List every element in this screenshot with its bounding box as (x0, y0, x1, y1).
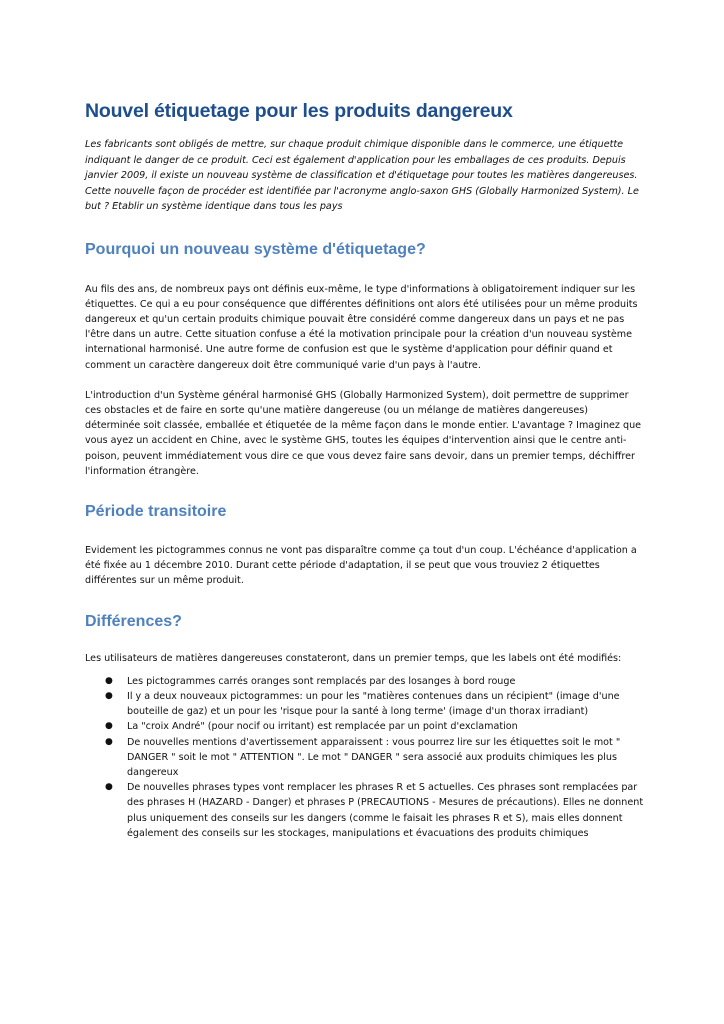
paragraph: Au fils des ans, de nombreux pays ont définis eux-même, le type d'informations à obligatoirement indiquer sur les étiquettes. Ce qui a eu pour conséquence que différentes définitions ont alors été utilisées pour un même produits dangereux et qu'un certain produits chimique pouvait être considéré comme dangereux dans un pays et ne pas l'être dans un autre. Cette situation confuse a été la motivation principale pour la création d'un nouveau système international harmonisé. Une autre forme de confusion est que le système d'application pour définir quand et comment un caractère dangereux doit être communiqué varie d'un pays à l'autre. (85, 283, 638, 371)
list-item-text: De nouvelles mentions d'avertissement apparaissent : vous pourrez lire sur les étiquettes soit le mot " DANGER " soit le mot " ATTENTION ". Le mot " DANGER " sera associé aux produits chimiques les plus dangereux (127, 736, 621, 778)
bullet-icon: ● (105, 736, 113, 747)
list-item (105, 719, 645, 734)
list-item (105, 674, 645, 689)
list-item (105, 689, 645, 719)
document-page (85, 100, 645, 841)
paragraph: Evidement les pictogrammes connus ne vont pas disparaître comme ça tout d'un coup. L'échéance d'application a été fixée au 1 décembre 2010. Durant cette période d'adaptation, il se peut que vous trouviez 2 étiquettes différentes sur un même produit. (85, 544, 637, 587)
section-why (85, 241, 645, 479)
paragraph: Les utilisateurs de matières dangereuses constateront, dans un premier temps, que les labels ont été modifiés: (85, 652, 622, 664)
section-heading: Période transitoire (85, 502, 227, 520)
list-item (105, 735, 645, 781)
list-item-text: La "croix André" (pour nocif ou irritant) est remplacée par un point d'exclamation (127, 721, 518, 733)
section-transition (85, 503, 645, 589)
section-differences (85, 613, 645, 841)
intro-paragraph: Les fabricants sont obligés de mettre, sur chaque produit chimique disponible dans le commerce, une étiquette indiquant le danger de ce produit. Ceci est également d'application pour les emballages de ces produits. Depuis janvier 2009, il existe un nouveau système de classification et d'étiquetage pour toutes les matières dangereuses. Cette nouvelle façon de procéder est identifiée par l'acronyme anglo-saxon GHS (Globally Harmonized System). Le but ? Etablir un système identique dans tous les pays (85, 139, 639, 212)
page-title: Nouvel étiquetage pour les produits dangereux (85, 100, 513, 122)
list-item-text: Les pictogrammes carrés oranges sont remplacés par des losanges à bord rouge (127, 675, 516, 687)
section-heading: Pourquoi un nouveau système d'étiquetage? (85, 240, 426, 258)
bullet-icon: ● (105, 721, 113, 732)
section-heading: Différences? (85, 612, 182, 630)
bullet-icon: ● (105, 690, 113, 701)
bullet-icon: ● (105, 675, 113, 686)
list-item-text: Il y a deux nouveaux pictogrammes: un pour les "matières contenues dans un récipient" (image d'une bouteille de gaz) et un pour les 'risque pour la santé à long terme' (image d'un thorax irradiant) (127, 690, 620, 718)
list-item-text: De nouvelles phrases types vont remplacer les phrases R et S actuelles. Ces phrases sont remplacées par des phrases H (HAZARD - Danger) et phrases P (PRECAUTIONS - Mesures de précautions). Elles ne donnent plus uniquement des conseils sur les dangers (comme le faisait les phrases R et S), mais elles donnent également des conseils sur les stockages, manipulations et évacuations des produits chimiques (127, 782, 644, 839)
differences-list (85, 674, 645, 841)
list-item (105, 780, 645, 841)
paragraph: L'introduction d'un Système général harmonisé GHS (Globally Harmonized System), doit permettre de supprimer ces obstacles et de faire en sorte qu'une matière dangereuse (ou un mélange de matières dangereuses) déterminée soit classée, emballée et étiquetée de la même façon dans le monde entier. L'avantage ? Imaginez que vous ayez un accident en Chine, avec le système GHS, toutes les équipes d'intervention ainsi que le centre anti-poison, peuvent immédiatement vous dire ce que vous devez faire sans devoir, dans un premier temps, déchiffrer l'information étrangère. (85, 389, 642, 477)
bullet-icon: ● (105, 782, 113, 793)
